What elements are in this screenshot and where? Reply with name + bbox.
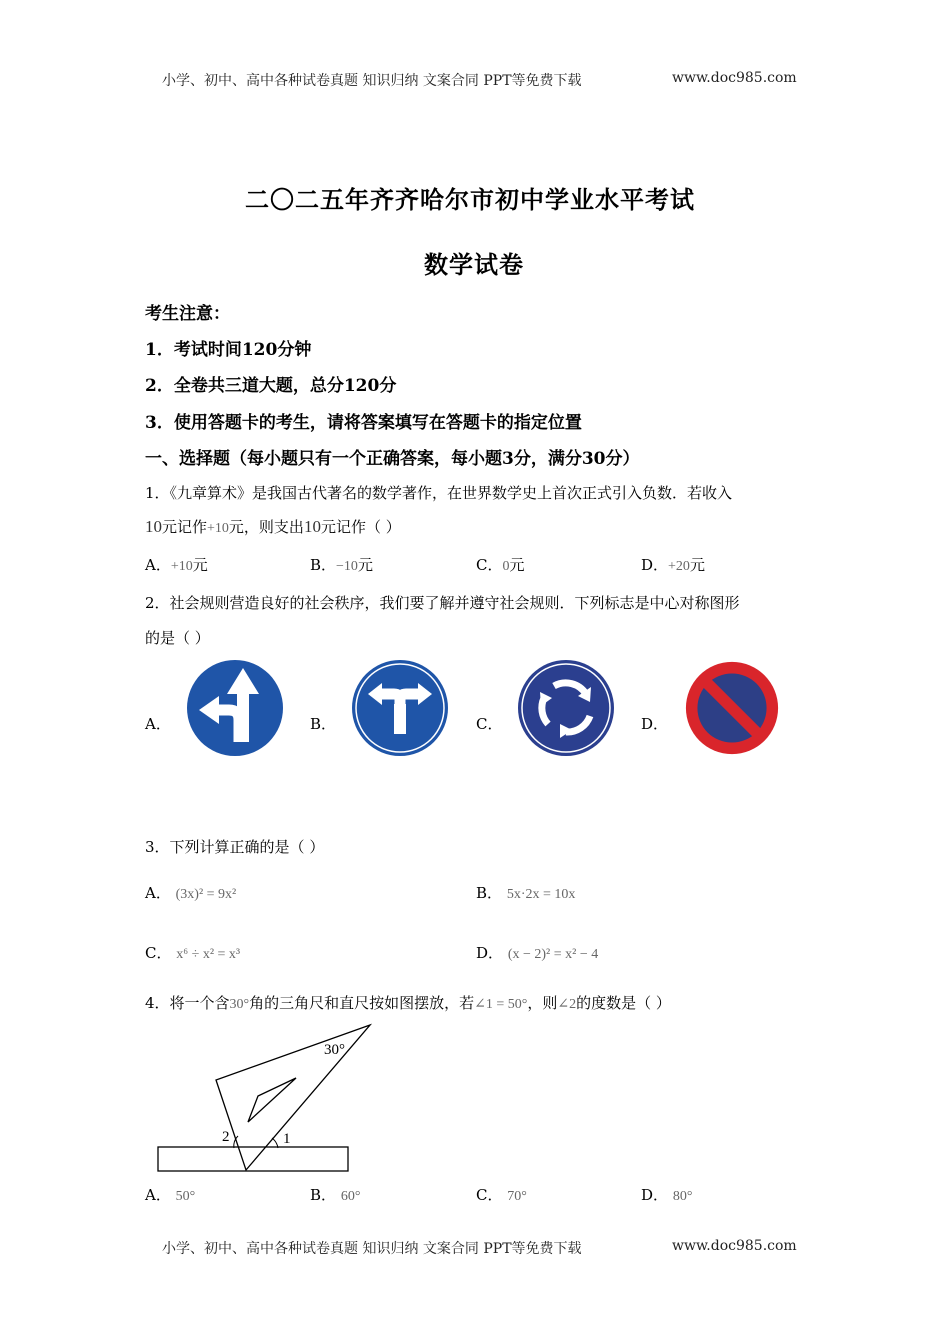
angle2-arc xyxy=(234,1136,238,1148)
q1-option-d[interactable] xyxy=(641,554,705,575)
option-label: B． xyxy=(310,556,337,574)
option-label: B． xyxy=(476,884,503,902)
turn-left-or-right-sign-icon[interactable] xyxy=(350,658,450,758)
option-math: 5x·2x = 10x xyxy=(506,887,576,902)
q4-text: 的度数是（ ） xyxy=(576,994,671,1012)
q2-option-a-label[interactable]: A． xyxy=(145,715,171,733)
q4-option-d[interactable] xyxy=(641,1184,692,1205)
q1-option-b[interactable] xyxy=(310,554,373,575)
q1-text: 元，则支出 xyxy=(228,518,304,536)
footer-url[interactable]: www.doc985.com xyxy=(672,1238,797,1254)
q2-stem-line2: 的是（ ） xyxy=(145,629,210,647)
q4-text: 4．将一个含 xyxy=(145,994,230,1012)
q1-text: 元记作 xyxy=(162,518,208,536)
q3-option-b[interactable] xyxy=(476,882,575,903)
q1-text: 元记作（ ） xyxy=(320,518,401,536)
exam-subtitle: 数学试卷 xyxy=(424,250,524,279)
option-math: +10 xyxy=(170,559,193,574)
option-label: C． xyxy=(476,1186,503,1204)
q4-stem xyxy=(145,992,671,1013)
q4-triangle-ruler-figure xyxy=(150,1020,390,1180)
option-math: −10 xyxy=(336,559,358,574)
option-unit: 元 xyxy=(509,556,525,574)
q1-stem-line1: 1．《九章算术》是我国古代著名的数学著作，在世界数学史上首次正式引入负数．若收入 xyxy=(145,484,733,502)
angle-1-label: 1 xyxy=(283,1131,291,1147)
header-text: 小学、初中、高中各种试卷真题 知识归纳 文案合同 PPT等免费下载 xyxy=(162,73,582,89)
q3-option-a[interactable] xyxy=(145,882,236,903)
option-math: 60° xyxy=(340,1189,361,1204)
option-math: (3x)² = 9x² xyxy=(175,887,237,902)
option-math: 50° xyxy=(175,1189,196,1204)
q1-math: +10 xyxy=(207,521,229,536)
option-math: (x − 2)² = x² − 4 xyxy=(507,947,599,962)
option-label: D． xyxy=(641,556,669,574)
triangle-inner xyxy=(248,1078,296,1122)
option-unit: 元 xyxy=(689,556,705,574)
q4-option-a[interactable] xyxy=(145,1184,195,1205)
option-math: x⁶ ÷ x² = x³ xyxy=(176,947,241,962)
roundabout-sign-icon[interactable] xyxy=(516,658,616,758)
option-label: A． xyxy=(145,884,171,902)
q1-option-c[interactable] xyxy=(476,554,525,575)
q1-math: 10 xyxy=(303,517,321,536)
notice-heading: 考生注意： xyxy=(145,304,230,324)
q3-stem: 3．下列计算正确的是（ ） xyxy=(145,838,325,856)
q1-stem-line2 xyxy=(145,516,401,537)
q4-text: ，则 xyxy=(527,994,558,1012)
option-label: A． xyxy=(145,556,171,574)
option-label: C． xyxy=(476,556,503,574)
triangle-outer xyxy=(216,1025,370,1170)
option-math: 0 xyxy=(502,559,510,574)
q2-option-d-label[interactable]: D． xyxy=(641,715,669,733)
straight-or-left-sign-icon[interactable] xyxy=(185,658,285,758)
q4-math: ∠2 xyxy=(557,997,577,1012)
option-unit: 元 xyxy=(357,556,373,574)
no-parking-sign-icon[interactable] xyxy=(684,660,780,756)
q4-text: 角的三角尺和直尺按如图摆放，若 xyxy=(249,994,475,1012)
q1-option-a[interactable] xyxy=(145,554,208,575)
option-label: D． xyxy=(641,1186,669,1204)
q3-option-d[interactable] xyxy=(476,942,598,963)
option-unit: 元 xyxy=(192,556,208,574)
q4-option-c[interactable] xyxy=(476,1184,527,1205)
angle-2-label: 2 xyxy=(222,1129,230,1145)
option-math: 70° xyxy=(507,1189,527,1204)
option-label: A． xyxy=(145,1186,171,1204)
q3-option-c[interactable] xyxy=(145,942,240,963)
ruler-shape xyxy=(158,1147,348,1171)
notice-item: 2．全卷共三道大题，总分120分 xyxy=(145,376,397,396)
q1-math: 10 xyxy=(145,517,162,536)
q4-option-b[interactable] xyxy=(310,1184,360,1205)
option-label: D． xyxy=(476,944,504,962)
option-label: C． xyxy=(145,944,172,962)
q2-stem-line1: 2．社会规则营造良好的社会秩序，我们要了解并遵守社会规则．下列标志是中心对称图形 xyxy=(145,594,740,612)
exam-title: 二〇二五年齐齐哈尔市初中学业水平考试 xyxy=(245,185,695,214)
q4-math: ∠1 = 50° xyxy=(474,997,528,1012)
notice-item: 1．考试时间120分钟 xyxy=(145,340,312,360)
option-math: +20 xyxy=(668,559,690,574)
q2-option-b-label[interactable]: B． xyxy=(310,715,337,733)
footer-text: 小学、初中、高中各种试卷真题 知识归纳 文案合同 PPT等免费下载 xyxy=(162,1241,582,1257)
option-math: 80° xyxy=(672,1189,693,1204)
angle-30-label: 30° xyxy=(324,1042,345,1058)
header-url[interactable]: www.doc985.com xyxy=(672,70,797,86)
q2-option-c-label[interactable]: C． xyxy=(476,715,503,733)
notice-item: 3．使用答题卡的考生，请将答案填写在答题卡的指定位置 xyxy=(145,413,582,433)
option-label: B． xyxy=(310,1186,337,1204)
q4-math: 30° xyxy=(229,997,250,1012)
section-heading: 一、选择题（每小题只有一个正确答案，每小题3分，满分30分） xyxy=(145,449,640,469)
